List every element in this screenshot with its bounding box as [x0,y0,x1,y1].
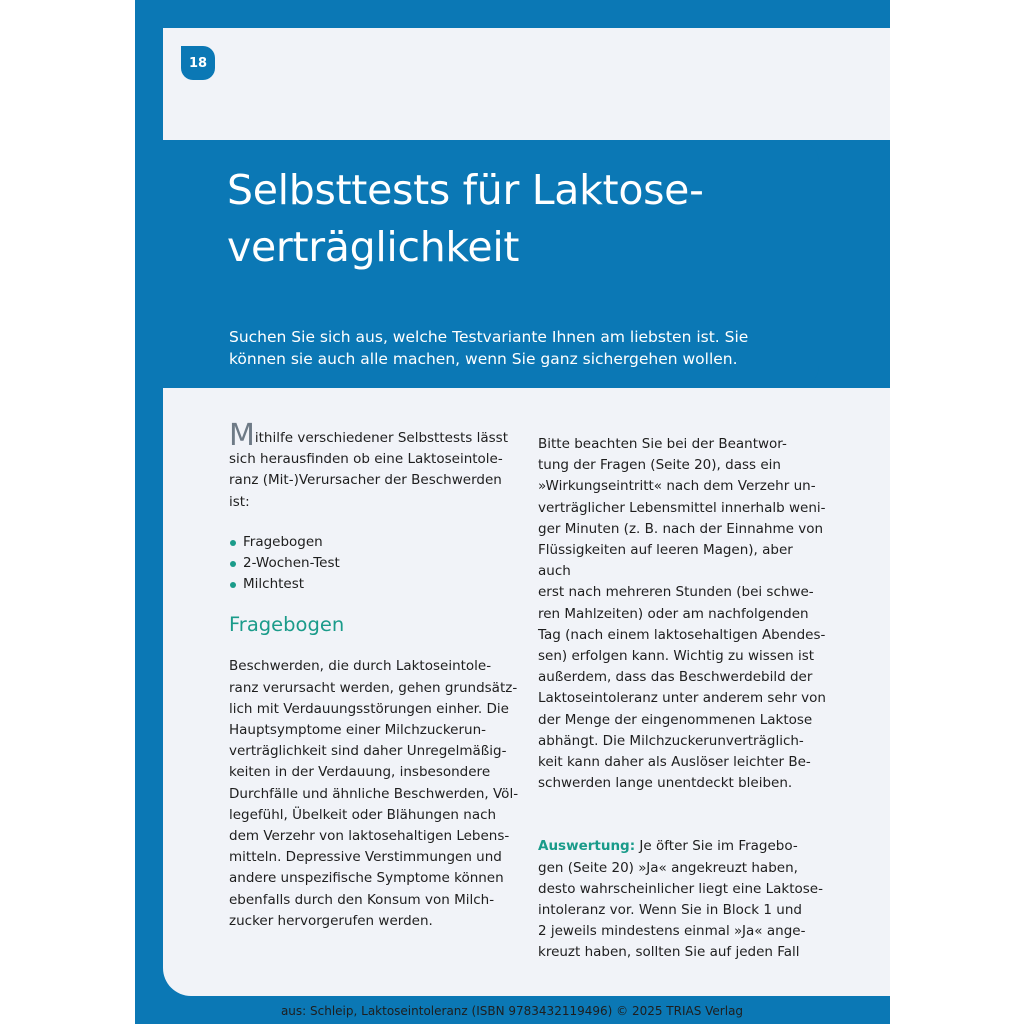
bullet-dot-icon [230,582,236,588]
first-line-text: ithilfe verschiedener Selbsttests lässt [254,430,508,446]
page-number-badge: 18 [181,46,215,80]
notes-paragraph: Bitte beachten Sie bei der Beantwor- tung der Fragen (Seite 20), dass ein »Wirkungseintritt« nach dem Verzehr un- verträglicher Lebensmittel innerhalb weni- ger Minuten (z. B. nach der Einnahme von Flüssigkeiten auf leeren Magen), aber auch erst nach mehreren Stunden (bei schwe- ren Mahlzeiten) oder am nachfolgenden Tag (nach einem laktosehaltigen Abendes- sen) erfolgen kann. Wichtig zu wissen ist außerdem, dass das Beschwerdebild der Laktoseintoleranz unter anderem sehr von der Menge der eingenommenen Laktose abhängt. Die Milchzuckerunverträglich- keit kann daher als Auslöser leichter Be- schwerden lange unentdeckt bleiben. [538,436,826,792]
symptoms-paragraph: Beschwerden, die durch Laktoseintole- ranz verursacht werden, gehen grundsätz- lich mit Verdauungsstörungen einher. Die Hauptsymptome einer Milchzuckerun- verträglichkeit sind daher Unregelmäßig- keiten in der Verdauung, insbesondere Durchfälle und ähnliche Beschwerden, Völ- legefühl, Übelkeit oder Blähungen nach dem Verzehr von laktosehaltigen Lebens- mitteln. Depressive Verstimmungen und andere unspezifische Symptome können ebenfalls durch den Konsum von Milch- zucker hervorgerufen werden. [229,658,519,929]
right-column [538,434,828,964]
left-column [229,418,519,932]
evaluation-first-line: Je öfter Sie im Fragebo- [635,838,798,855]
drop-cap: M [229,418,255,453]
intro-paragraph [229,418,519,513]
intro-text: Suchen Sie sich aus, welche Testvariante Ihnen am liebsten ist. Sie können sie auch alle machen, wenn Sie ganz sichergehen wollen. [229,328,749,368]
evaluation-paragraph [538,836,828,963]
bullet-dot-icon [230,540,236,546]
paragraph-rest: sich herausfinden ob eine Laktoseintole- ranz (Mit-)Verursacher der Beschwerden ist: [229,451,503,510]
bullet-dot-icon [230,561,236,567]
evaluation-text: gen (Seite 20) »Ja« angekreuzt haben, desto wahrscheinlicher liegt eine Laktose- intoleranz vor. Wenn Sie in Block 1 und 2 jeweils mindestens einmal »Ja« ange- kreuzt haben, sollten Sie auf jeden Fall [538,859,823,961]
section-heading-fragebogen: Fragebogen [229,613,345,637]
list-item: 2-Wochen-Test [229,553,519,574]
page-title: Selbsttests für Laktose- verträglichkeit [227,166,704,271]
evaluation-label: Auswertung: [538,838,636,855]
list-item: Milchtest [229,574,519,595]
page-top-panel [163,28,890,140]
test-list [229,532,519,596]
copyright-footer: aus: Schleip, Laktoseintoleranz (ISBN 9783432119496) © 2025 TRIAS Verlag [280,1004,744,1018]
list-item: Fragebogen [229,532,519,553]
